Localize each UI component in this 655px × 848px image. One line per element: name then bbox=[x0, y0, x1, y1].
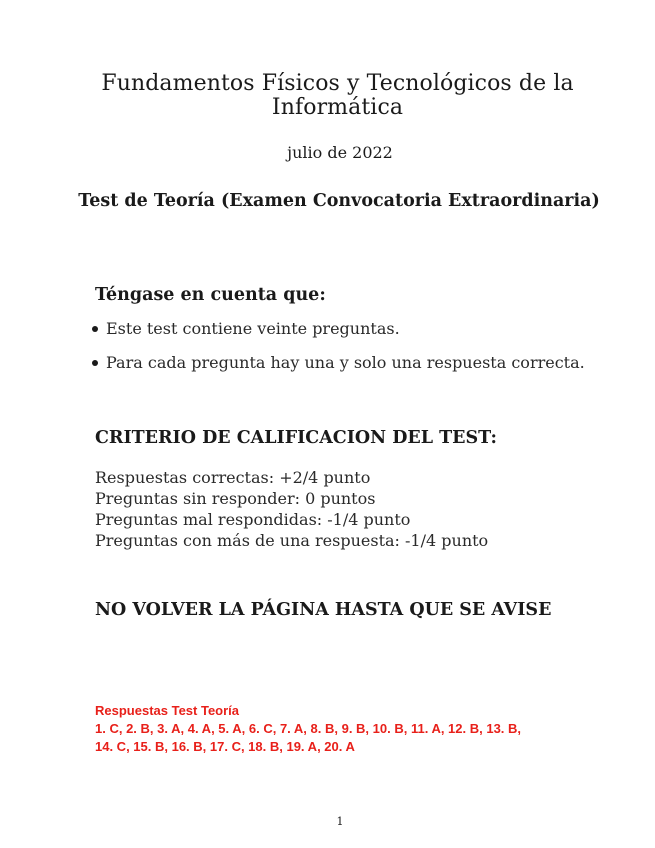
answer-key-line: 1. C, 2. B, 3. A, 4. A, 5. A, 6. C, 7. A, 8. B, 9. B, 10. B, 11. A, 12. B, 13. B, bbox=[95, 721, 522, 736]
notice-list bbox=[91, 319, 585, 387]
criteria-line: Preguntas sin responder: 0 puntos bbox=[95, 489, 376, 508]
criteria-line: Preguntas mal respondidas: -1/4 punto bbox=[95, 510, 411, 529]
answer-key-heading: Respuestas Test Teoría bbox=[95, 703, 240, 718]
notice-heading: Téngase en cuenta que: bbox=[95, 285, 326, 305]
document-date: julio de 2022 bbox=[287, 143, 393, 162]
notice-item bbox=[91, 319, 585, 353]
criteria-heading: CRITERIO DE CALIFICACION DEL TEST: bbox=[95, 428, 498, 448]
warning-text: NO VOLVER LA PÁGINA HASTA QUE SE AVISE bbox=[95, 600, 552, 620]
notice-item-text: Para cada pregunta hay una y solo una respuesta correcta. bbox=[106, 353, 585, 372]
document-subtitle: Test de Teoría (Examen Convocatoria Extraordinaria) bbox=[78, 191, 600, 211]
bullet-icon bbox=[92, 360, 98, 366]
criteria-line: Preguntas con más de una respuesta: -1/4 punto bbox=[95, 531, 489, 550]
notice-item-text: Este test contiene veinte preguntas. bbox=[106, 319, 400, 338]
document-title: Fundamentos Físicos y Tecnológicos de la Informática bbox=[101, 71, 574, 120]
notice-item bbox=[91, 353, 585, 387]
answer-key-line: 14. C, 15. B, 16. B, 17. C, 18. B, 19. A, 20. A bbox=[95, 739, 355, 754]
answer-key bbox=[95, 702, 595, 756]
criteria-line: Respuestas correctas: +2/4 punto bbox=[95, 468, 371, 487]
bullet-icon bbox=[92, 326, 98, 332]
page-number: 1 bbox=[336, 815, 344, 828]
criteria-list bbox=[95, 467, 488, 551]
